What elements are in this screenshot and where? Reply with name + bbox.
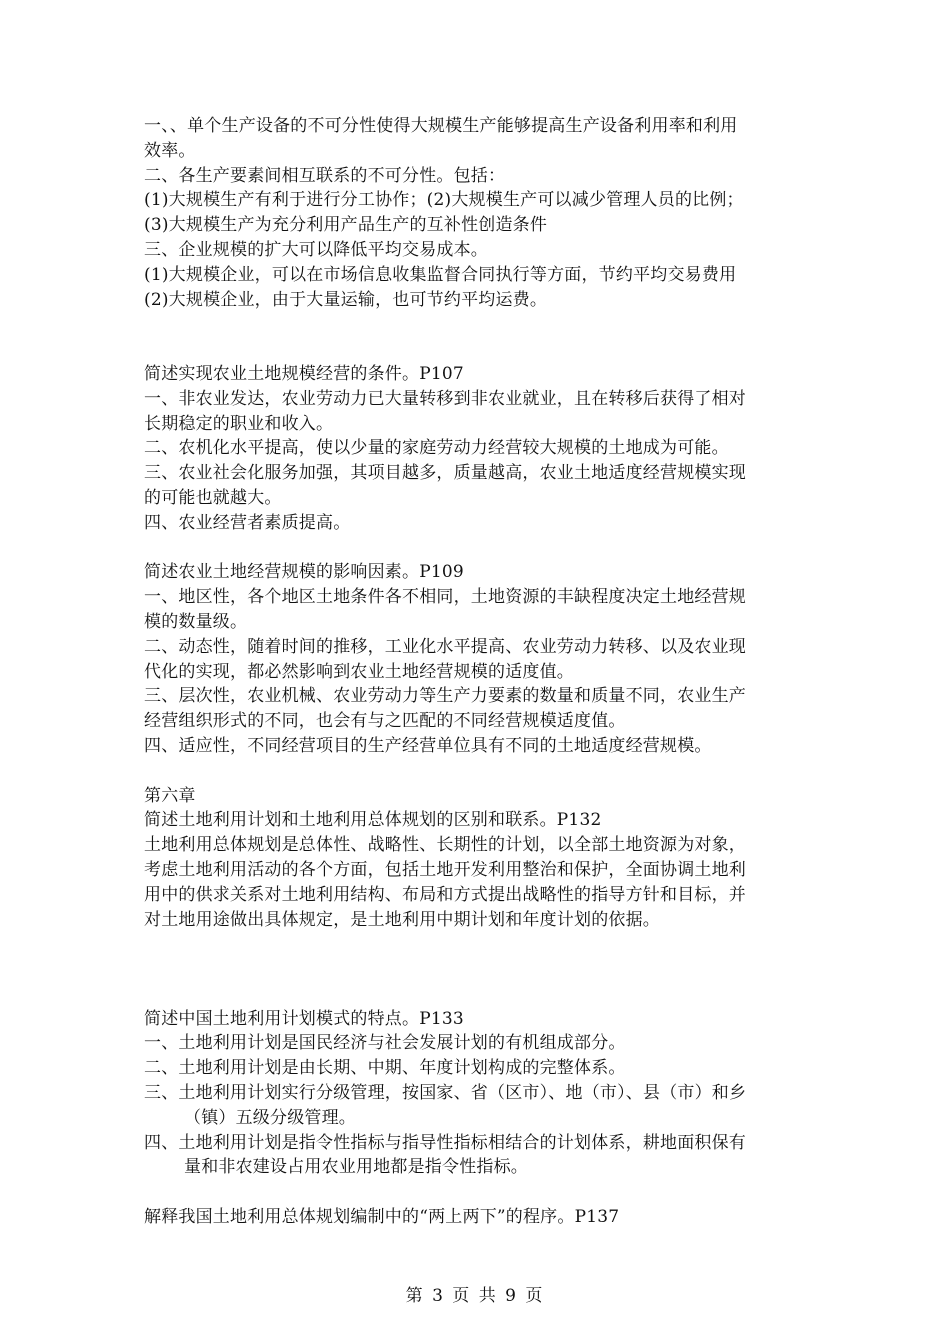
text-line: 用中的供求关系对土地利用结构、布局和方式提出战略性的指导方针和目标，并 — [144, 884, 746, 905]
text-line: (1)大规模企业，可以在市场信息收集监督合同执行等方面，节约平均交易费用 — [144, 264, 737, 285]
text-line: 一、非农业发达，农业劳动力已大量转移到非农业就业，且在转移后获得了相对 — [144, 388, 746, 409]
text-line: 模的数量级。 — [144, 611, 248, 632]
section-scale-influence-factors — [144, 560, 812, 758]
section-two-up-two-down — [144, 1205, 812, 1230]
spacer — [144, 1180, 812, 1205]
text-line: 二、各生产要素间相互联系的不可分性。包括： — [144, 165, 506, 186]
section-heading: 简述实现农业土地规模经营的条件。P107 — [144, 363, 464, 384]
list-item: 四、土地利用计划是指令性指标与指导性指标相结合的计划体系，耕地面积保有 — [144, 1132, 746, 1153]
text-line: 的可能也就越大。 — [144, 487, 282, 508]
spacer — [144, 312, 812, 362]
document-body — [144, 114, 812, 1230]
text-line: 一、地区性，各个地区土地条件各不相同，土地资源的丰缺程度决定土地经营规 — [144, 587, 746, 608]
text-line: 二、动态性，随着时间的推移，工业化水平提高、农业劳动力转移、以及农业现 — [144, 636, 746, 657]
section-scale-economy-reasons — [144, 114, 812, 312]
section-heading: 简述中国土地利用计划模式的特点。P133 — [144, 1008, 464, 1029]
text-line: 考虑土地利用活动的各个方面，包括土地开发利用整治和保护，全面协调土地利 — [144, 859, 746, 880]
page-footer: 第 3 页 共 9 页 — [405, 1286, 545, 1306]
text-line: 三、农业社会化服务加强，其项目越多，质量越高，农业土地适度经营规模实现 — [144, 463, 746, 484]
text-line: 土地利用总体规划是总体性、战略性、长期性的计划，以全部土地资源为对象， — [144, 835, 746, 856]
text-line: (2)大规模企业，由于大量运输，也可节约平均运费。 — [144, 289, 548, 310]
section-heading: 解释我国土地利用总体规划编制中的“两上两下”的程序。P137 — [144, 1207, 620, 1228]
spacer — [144, 932, 812, 1006]
section-heading: 简述农业土地经营规模的影响因素。P109 — [144, 562, 464, 583]
text-line: 对土地用途做出具体规定，是土地利用中期计划和年度计划的依据。 — [144, 909, 660, 930]
text-line: 四、农业经营者素质提高。 — [144, 512, 351, 533]
chapter-title: 第六章 — [144, 785, 196, 806]
spacer — [144, 759, 812, 784]
list-item: 三、土地利用计划实行分级管理，按国家、省（区市）、地（市）、县（市）和乡 — [144, 1083, 747, 1104]
list-item: 二、土地利用计划是由长期、中期、年度计划构成的完整体系。 — [144, 1058, 626, 1079]
spacer — [144, 536, 812, 561]
section-scale-operation-conditions — [144, 362, 812, 536]
text-line: 四、适应性，不同经营项目的生产经营单位具有不同的土地适度经营规模。 — [144, 735, 712, 756]
text-line: 二、农机化水平提高，使以少量的家庭劳动力经营较大规模的土地成为可能。 — [144, 438, 729, 459]
text-line: 三、层次性，农业机械、农业劳动力等生产力要素的数量和质量不同，农业生产 — [144, 686, 746, 707]
section-plan-mode-features — [144, 1007, 812, 1181]
list-item-continuation: （镇）五级分级管理。 — [184, 1107, 356, 1128]
section-heading: 简述土地利用计划和土地利用总体规划的区别和联系。P132 — [144, 810, 602, 831]
text-line: 长期稳定的职业和收入。 — [144, 413, 334, 434]
text-line: 三、企业规模的扩大可以降低平均交易成本。 — [144, 239, 488, 260]
list-item: 一、土地利用计划是国民经济与社会发展计划的有机组成部分。 — [144, 1033, 626, 1054]
list-item-continuation: 量和非农建设占用农业用地都是指令性指标。 — [184, 1157, 528, 1178]
text-line: (1)大规模生产有利于进行分工协作；(2)大规模生产可以减少管理人员的比例； — [144, 190, 744, 211]
text-line: (3)大规模生产为充分利用产品生产的互补性创造条件 — [144, 215, 548, 236]
text-line: 代化的实现，都必然影响到农业土地经营规模的适度值。 — [144, 661, 574, 682]
text-line: 效率。 — [144, 140, 196, 161]
text-line: 一、、单个生产设备的不可分性使得大规模生产能够提高生产设备利用率和利用 — [144, 116, 738, 136]
section-chapter-six — [144, 784, 812, 933]
text-line: 经营组织形式的不同，也会有与之匹配的不同经营规模适度值。 — [144, 711, 626, 732]
